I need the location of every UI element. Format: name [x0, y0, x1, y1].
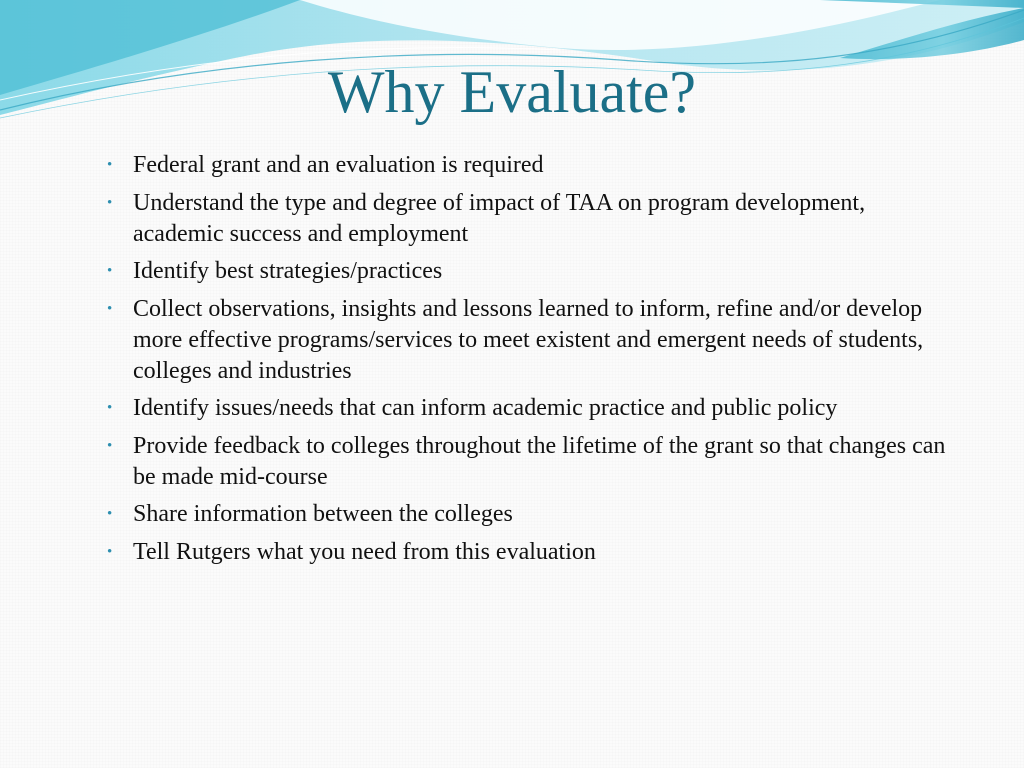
bullet-item — [104, 431, 954, 493]
bullet-item — [104, 150, 954, 181]
bullet-item — [104, 393, 954, 424]
bullet-item — [104, 499, 954, 530]
slide-title: Why Evaluate? — [327, 59, 697, 125]
bullet-icon: • — [107, 263, 113, 279]
bullet-icon: • — [107, 300, 113, 317]
bullet-item — [104, 188, 954, 250]
bullet-icon: • — [107, 506, 113, 522]
bullet-text: Federal grant and an evaluation is required — [133, 152, 544, 178]
bullet-text: Share information between the colleges — [133, 501, 513, 527]
bullet-text: Identify best strategies/practices — [133, 258, 443, 284]
bullet-list — [104, 150, 954, 574]
bullet-icon: • — [107, 437, 113, 454]
bullet-icon: • — [107, 400, 113, 416]
bullet-icon: • — [107, 543, 113, 560]
bullet-text: Provide feedback to colleges throughout the lifetime of the grant so that changes can be made mid-course — [133, 432, 946, 490]
bullet-text: Understand the type and degree of impact of TAA on program development, academic success and employment — [133, 189, 866, 247]
bullet-item — [104, 256, 954, 287]
bullet-icon: • — [107, 194, 113, 211]
bullet-text: Collect observations, insights and lessons learned to inform, refine and/or develop more effective programs/services to meet existent and emergent needs of students, colleges and industries — [133, 295, 924, 384]
bullet-icon: • — [107, 157, 113, 173]
bullet-text: Tell Rutgers what you need from this evaluation — [133, 538, 596, 565]
bullet-item — [104, 537, 954, 568]
bullet-item — [104, 294, 954, 387]
bullet-text: Identify issues/needs that can inform academic practice and public policy — [133, 395, 838, 421]
